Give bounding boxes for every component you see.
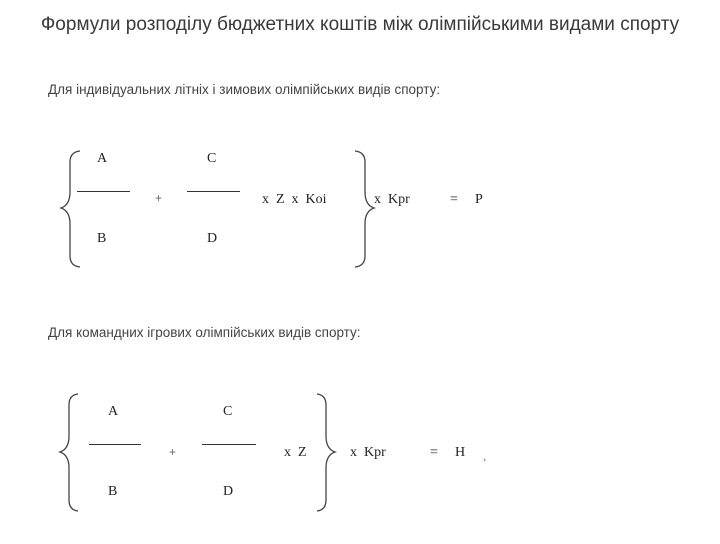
formula-1-right-brace xyxy=(355,151,374,267)
formula-1-result: P xyxy=(475,192,483,207)
formula-1-plus: + xyxy=(155,191,163,205)
formula-2-denominator-b: B xyxy=(108,484,118,499)
formula-2-left-brace xyxy=(60,394,78,511)
formula-1-denominator-b: B xyxy=(97,231,107,246)
formula-1-numerator-c: C xyxy=(207,151,217,166)
formula-2-denominator-d: D xyxy=(223,484,234,499)
formula-2-plus: + xyxy=(169,445,177,459)
section-2-caption: Для командних ігрових олімпійських видів спорту: xyxy=(48,325,361,340)
formula-2-numerator-a: A xyxy=(108,404,119,419)
formula-1-outer-factor: x Kpr xyxy=(374,192,410,207)
formula-2-outer-factor: x Kpr xyxy=(350,445,386,460)
formula-2-numerator-c: C xyxy=(223,404,233,419)
formula-1-left-brace xyxy=(61,151,80,267)
formula-2-result: H xyxy=(455,445,466,460)
page-title: Формули розподілу бюджетних коштів між олімпійськими видами спорту xyxy=(40,14,680,35)
formula-2-equals: = xyxy=(430,445,438,460)
formula-2-inner-factor: x Z xyxy=(284,445,307,460)
section-1-caption: Для індивідуальних літніх і зимових олімпійських видів спорту: xyxy=(48,82,441,97)
formula-1-fraction-bar-1 xyxy=(77,191,130,192)
formula-2-fraction-bar-2 xyxy=(202,444,256,445)
formula-1-inner-factor: x Z x Koi xyxy=(262,192,327,207)
formula-2-trailing-comma: , xyxy=(483,449,487,463)
formula-1-numerator-a: A xyxy=(97,151,108,166)
formula-2-right-brace xyxy=(317,394,335,511)
formula-1-denominator-d: D xyxy=(207,231,218,246)
formula-2-fraction-bar-1 xyxy=(89,444,141,445)
formula-1-equals: = xyxy=(450,192,458,207)
formula-1-fraction-bar-2 xyxy=(187,191,240,192)
